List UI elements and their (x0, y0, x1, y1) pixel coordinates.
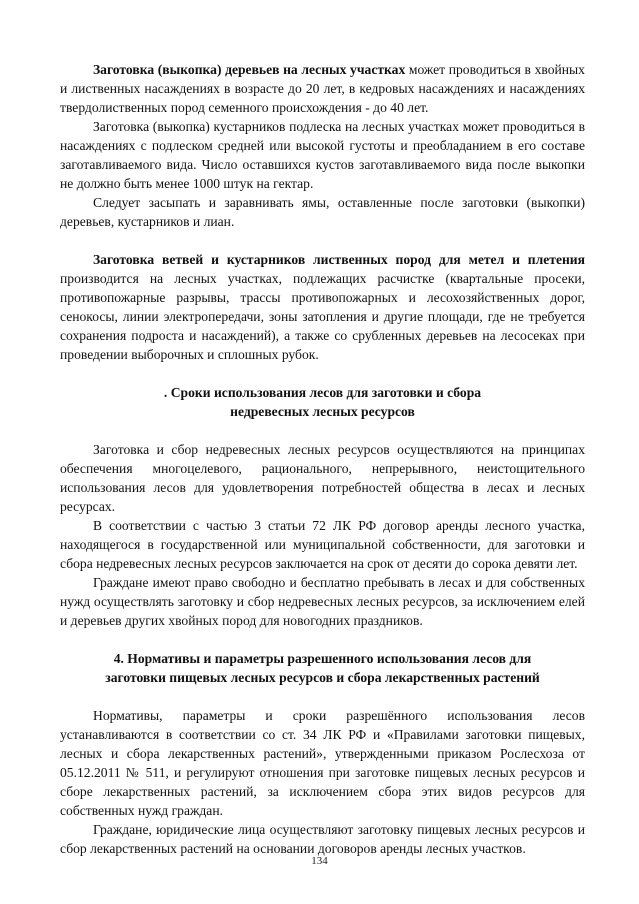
heading-line: недревесных лесных ресурсов (230, 404, 415, 419)
paragraph-lead-bold: Заготовка (выкопка) деревьев на лесных участках (93, 62, 406, 77)
paragraph-text: может проводиться в хвойных и лиственных насаждениях в возрасте до 20 лет, в кедровых насаждениях и насаждениях твердолиственных пород семенного происхождения - до 40 лет. (60, 62, 585, 115)
paragraph-norms: Нормативы, параметры и сроки разрешённого использования лесов устанавливаются в соответствии со ст. 34 ЛК РФ и «Правилами заготовки пищевых, лесных и сбора лекарственных растений», утвержденными приказом Рослесхоза от 05.12.2011 № 511, и регулируют отношения при заготовке пищевых лесных ресурсов и сборе лекарственных растений, за исключением сбора этих видов ресурсов для собственных нужд граждан. (60, 708, 585, 818)
document-page (60, 60, 585, 858)
section-heading-terms (60, 383, 585, 421)
paragraph-legal-entities: Граждане, юридические лица осуществляют заготовку пищевых лесных ресурсов и сбор лекарственных растений на основании договоров аренды лесных участков. (60, 822, 585, 856)
page-number: 134 (311, 855, 328, 867)
paragraph-text: производится на лесных участках, подлежащих расчистке (квартальные просеки, противопожарные разрывы, трассы противопожарных и лесохозяйственных дорог, сенокосы, линии электропередачи, зоны затопления и другие площади, где не требуется сохранения подроста и насаждений), а также со срубленных деревьев на лесосеках при проведении выборочных и сплошных рубок. (60, 271, 585, 362)
paragraph-branches-brooms (60, 250, 585, 364)
paragraph-principles: Заготовка и сбор недревесных лесных ресурсов осуществляются на принципах обеспечения многоцелевого, рационального, непрерывного, неистощительного использования лесов для удовлетворения потребностей общества в лесах и лесных ресурсах. (60, 442, 585, 514)
paragraph-shrub-harvesting: Заготовка (выкопка) кустарников подлеска на лесных участках может проводиться в насаждениях с подлеском средней или высокой густоты и преобладанием в его составе заготавливаемого вида. Число оставшихся кустов заготавливаемого вида после выкопки не должно быть менее 1000 штук на гектар. (60, 119, 585, 191)
paragraph-citizens-rights: Граждане имеют право свободно и бесплатно пребывать в лесах и для собственных нужд осуществлять заготовку и сбор недревесных лесных ресурсов, за исключением елей и деревьев других хвойных пород для новогодних праздников. (60, 575, 585, 628)
paragraph-lead-bold: Заготовка ветвей и кустарников лиственных пород для метел и плетения (93, 252, 585, 267)
paragraph-backfill-pits: Следует засыпать и заравнивать ямы, оставленные после заготовки (выкопки) деревьев, кустарников и лиан. (60, 195, 585, 229)
heading-line: . Сроки использования лесов для заготовки и сбора (163, 385, 482, 400)
paragraph-tree-harvesting (60, 60, 585, 117)
heading-line: заготовки пищевых лесных ресурсов и сбора лекарственных растений (105, 670, 540, 685)
heading-line: 4. Нормативы и параметры разрешенного использования лесов для (113, 651, 532, 666)
section-heading-norms (60, 649, 585, 687)
paragraph-lease-term: В соответствии с частью 3 статьи 72 ЛК РФ договор аренды лесного участка, находящегося в государственной или муниципальной собственности, для заготовки и сбора недревесных лесных ресурсов заключается на срок от десяти до сорока девяти лет. (60, 518, 585, 571)
